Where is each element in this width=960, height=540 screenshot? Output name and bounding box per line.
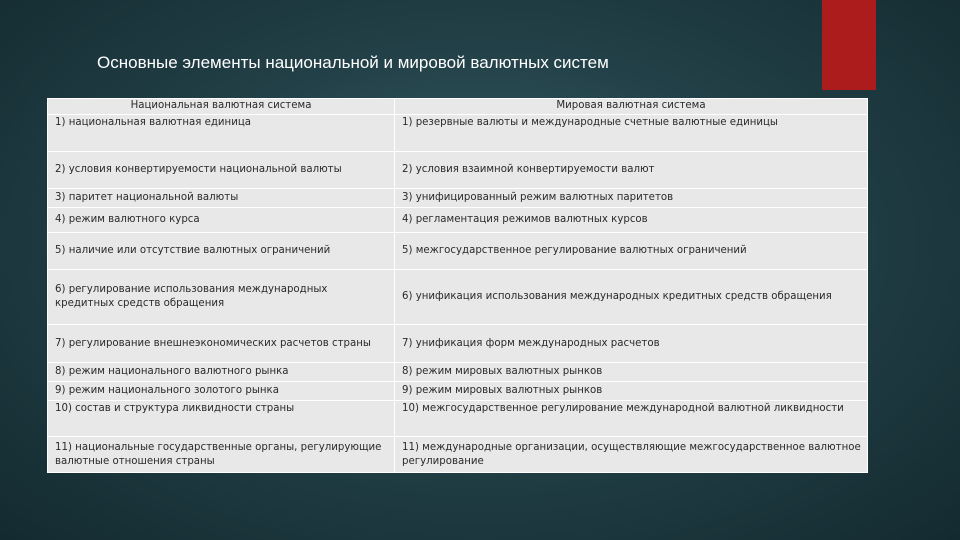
cell-world: 7) унификация форм международных расчетов	[395, 325, 868, 363]
cell-national: 8) режим национального валютного рынка	[48, 363, 395, 382]
cell-world: 1) резервные валюты и международные счетные валютные единицы	[395, 115, 868, 152]
table-row	[48, 325, 868, 363]
cell-world: 10) межгосударственное регулирование международной валютной ликвидности	[395, 401, 868, 437]
table-row	[48, 115, 868, 152]
table-row	[48, 208, 868, 233]
cell-national: 6) регулирование использования международных кредитных средств обращения	[48, 270, 395, 325]
table-row	[48, 233, 868, 270]
cell-national: 10) состав и структура ликвидности страны	[48, 401, 395, 437]
cell-national: 7) регулирование внешнеэкономических расчетов страны	[48, 325, 395, 363]
cell-national: 1) национальная валютная единица	[48, 115, 395, 152]
cell-world: 3) унифицированный режим валютных паритетов	[395, 189, 868, 208]
cell-world: 11) международные организации, осуществляющие межгосударственное валютное регулирование	[395, 437, 868, 473]
cell-world: 8) режим мировых валютных рынков	[395, 363, 868, 382]
cell-world: 6) унификация использования международных кредитных средств обращения	[395, 270, 868, 325]
table-row	[48, 382, 868, 401]
slide-title: Основные элементы национальной и мировой валютных систем	[97, 53, 609, 72]
accent-bar	[822, 0, 876, 90]
table-row	[48, 152, 868, 189]
table-row	[48, 270, 868, 325]
cell-world: 2) условия взаимной конвертируемости валют	[395, 152, 868, 189]
cell-world: 9) режим мировых валютных рынков	[395, 382, 868, 401]
cell-national: 3) паритет национальной валюты	[48, 189, 395, 208]
table-row	[48, 437, 868, 473]
column-header-national: Национальная валютная система	[48, 99, 395, 115]
table-row	[48, 401, 868, 437]
column-header-world: Мировая валютная система	[395, 99, 868, 115]
table-row	[48, 189, 868, 208]
table-row	[48, 363, 868, 382]
cell-national: 11) национальные государственные органы, регулирующие валютные отношения страны	[48, 437, 395, 473]
cell-national: 2) условия конвертируемости национальной валюты	[48, 152, 395, 189]
cell-world: 4) регламентация режимов валютных курсов	[395, 208, 868, 233]
cell-national: 9) режим национального золотого рынка	[48, 382, 395, 401]
cell-national: 5) наличие или отсутствие валютных ограничений	[48, 233, 395, 270]
cell-world: 5) межгосударственное регулирование валютных ограничений	[395, 233, 868, 270]
table-header-row	[48, 99, 868, 115]
cell-national: 4) режим валютного курса	[48, 208, 395, 233]
comparison-table	[47, 98, 868, 473]
